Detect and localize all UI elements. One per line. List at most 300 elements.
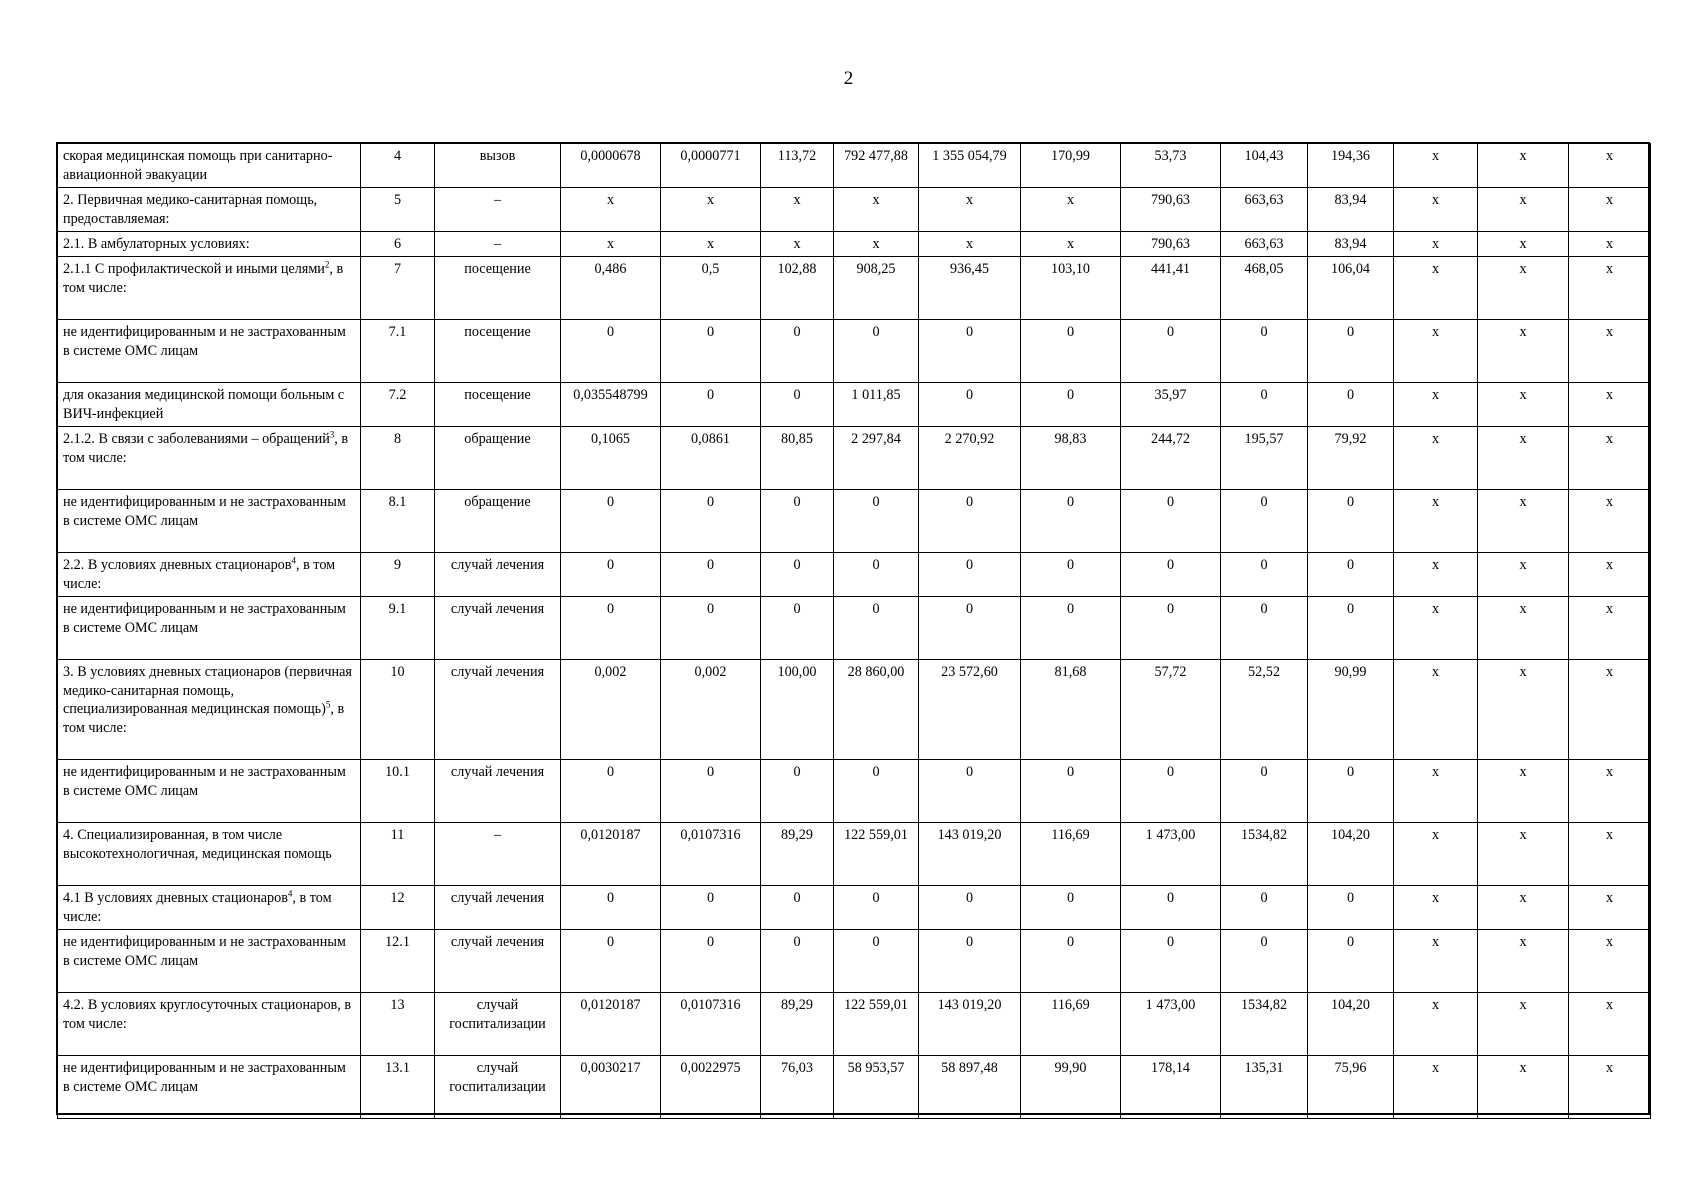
value-cell: 0,002 (561, 660, 661, 760)
value-cell: 0 (834, 760, 919, 823)
row-name: 2.1.2. В связи с заболеваниями – обращений (63, 431, 330, 447)
unit-cell: случай лечения (435, 760, 561, 823)
value-cell: х (1394, 823, 1478, 886)
unit-cell: посещение (435, 257, 561, 320)
value-cell: 100,00 (761, 660, 834, 760)
value-cell: 790,63 (1121, 232, 1221, 257)
value-cell: 80,85 (761, 427, 834, 490)
value-cell: 0 (1121, 886, 1221, 930)
row-number-cell: 12 (361, 886, 435, 930)
value-cell: х (1569, 144, 1651, 188)
row-number-cell: 9.1 (361, 597, 435, 660)
row-name: 4. Специализированная, в том числе высокотехнологичная, медицинская помощь (63, 827, 332, 862)
value-cell: х (1569, 320, 1651, 383)
value-cell: 81,68 (1021, 660, 1121, 760)
value-cell: х (1021, 188, 1121, 232)
table-row (58, 597, 1651, 660)
table-row (58, 427, 1651, 490)
value-cell: х (661, 188, 761, 232)
value-cell: 0 (561, 597, 661, 660)
row-name-suffix: , в том числе: (63, 701, 345, 736)
value-cell: х (1569, 427, 1651, 490)
value-cell: х (1569, 383, 1651, 427)
row-name: не идентифицированным и не застрахованным в системе ОМС лицам (63, 601, 346, 636)
value-cell: 89,29 (761, 993, 834, 1056)
row-number-cell: 12.1 (361, 930, 435, 993)
value-cell: х (1569, 930, 1651, 993)
value-cell: 0,0107316 (661, 823, 761, 886)
value-cell: 0 (1308, 597, 1394, 660)
row-name-suffix: , в том числе: (63, 431, 349, 466)
value-cell: 0 (919, 320, 1021, 383)
value-cell: 23 572,60 (919, 660, 1021, 760)
value-cell: х (1021, 232, 1121, 257)
value-cell: х (1394, 257, 1478, 320)
value-cell: х (661, 232, 761, 257)
value-cell: х (1478, 144, 1569, 188)
value-cell: 178,14 (1121, 1056, 1221, 1119)
row-name: 2.2. В условиях дневных стационаров (63, 557, 292, 573)
value-cell: 104,20 (1308, 993, 1394, 1056)
row-number-cell: 7.2 (361, 383, 435, 427)
unit-cell: – (435, 823, 561, 886)
value-cell: х (561, 188, 661, 232)
value-cell: 98,83 (1021, 427, 1121, 490)
value-cell: х (1394, 427, 1478, 490)
value-cell: 0 (1121, 930, 1221, 993)
row-number-cell: 10.1 (361, 760, 435, 823)
value-cell: х (1569, 993, 1651, 1056)
data-table (57, 143, 1651, 1119)
table-row (58, 886, 1651, 930)
value-cell: 0 (1021, 886, 1121, 930)
value-cell: х (1569, 1056, 1651, 1119)
value-cell: х (1478, 660, 1569, 760)
value-cell: 102,88 (761, 257, 834, 320)
value-cell: 0 (834, 930, 919, 993)
row-name-cell (58, 257, 361, 320)
value-cell: х (1394, 188, 1478, 232)
value-cell: х (1394, 383, 1478, 427)
value-cell: х (1478, 823, 1569, 886)
value-cell: х (1394, 553, 1478, 597)
value-cell: х (1569, 760, 1651, 823)
value-cell: 0,0107316 (661, 993, 761, 1056)
value-cell: х (761, 188, 834, 232)
value-cell: 106,04 (1308, 257, 1394, 320)
value-cell: 0 (1308, 320, 1394, 383)
table-row (58, 1056, 1651, 1119)
value-cell: 99,90 (1021, 1056, 1121, 1119)
row-name-cell (58, 232, 361, 257)
value-cell: 0 (661, 930, 761, 993)
value-cell: 83,94 (1308, 232, 1394, 257)
row-name-cell (58, 1056, 361, 1119)
value-cell: 1534,82 (1221, 993, 1308, 1056)
value-cell: 0 (919, 553, 1021, 597)
row-number-cell: 8 (361, 427, 435, 490)
value-cell: 35,97 (1121, 383, 1221, 427)
unit-cell: посещение (435, 320, 561, 383)
value-cell: 0 (919, 597, 1021, 660)
value-cell: х (1478, 597, 1569, 660)
row-name: 3. В условиях дневных стационаров (первичная медико-санитарная помощь, специализированная медицинская помощь) (63, 664, 352, 717)
value-cell: х (1394, 930, 1478, 993)
value-cell: 0 (761, 886, 834, 930)
value-cell: х (1394, 320, 1478, 383)
value-cell: х (1478, 188, 1569, 232)
value-cell: 0 (1308, 930, 1394, 993)
table-row (58, 320, 1651, 383)
unit-cell: случай лечения (435, 930, 561, 993)
footnote-ref: 5 (325, 699, 331, 710)
row-number-cell: 8.1 (361, 490, 435, 553)
unit-cell: случай лечения (435, 886, 561, 930)
table-row (58, 188, 1651, 232)
value-cell: 0 (1021, 760, 1121, 823)
row-number-cell: 7 (361, 257, 435, 320)
value-cell: 0 (661, 886, 761, 930)
value-cell: 0 (761, 490, 834, 553)
row-number-cell: 4 (361, 144, 435, 188)
value-cell: 0,1065 (561, 427, 661, 490)
row-name-cell (58, 188, 361, 232)
row-number-cell: 9 (361, 553, 435, 597)
value-cell: 0 (1221, 320, 1308, 383)
table-row (58, 144, 1651, 188)
value-cell: 89,29 (761, 823, 834, 886)
row-number-cell: 13 (361, 993, 435, 1056)
value-cell: х (1478, 383, 1569, 427)
row-name: 2.1.1 С профилактической и иными целями (63, 261, 325, 277)
row-number-cell: 5 (361, 188, 435, 232)
value-cell: 58 897,48 (919, 1056, 1021, 1119)
row-name-suffix: , в том числе: (63, 890, 332, 925)
value-cell: 0 (1021, 597, 1121, 660)
value-cell: 0 (661, 320, 761, 383)
value-cell: х (834, 232, 919, 257)
row-name: не идентифицированным и не застрахованным в системе ОМС лицам (63, 764, 346, 799)
row-name-cell (58, 320, 361, 383)
value-cell: 79,92 (1308, 427, 1394, 490)
footnote-ref: 2 (324, 259, 330, 270)
value-cell: х (1478, 760, 1569, 823)
value-cell: 0 (561, 930, 661, 993)
value-cell: х (1394, 490, 1478, 553)
page-number: 2 (843, 68, 854, 89)
value-cell: 936,45 (919, 257, 1021, 320)
value-cell: х (1569, 490, 1651, 553)
row-name-suffix: , в том числе: (63, 261, 344, 296)
row-name-cell (58, 427, 361, 490)
value-cell: х (1478, 257, 1569, 320)
row-name: для оказания медицинской помощи больным с ВИЧ-инфекцией (63, 387, 345, 422)
value-cell: 0,0022975 (661, 1056, 761, 1119)
row-name-cell (58, 383, 361, 427)
value-cell: 116,69 (1021, 823, 1121, 886)
value-cell: х (834, 188, 919, 232)
value-cell: 57,72 (1121, 660, 1221, 760)
row-name-cell (58, 597, 361, 660)
value-cell: х (1478, 886, 1569, 930)
value-cell: х (1569, 188, 1651, 232)
row-name: не идентифицированным и не застрахованным в системе ОМС лицам (63, 324, 346, 359)
unit-cell: обращение (435, 427, 561, 490)
value-cell: 468,05 (1221, 257, 1308, 320)
value-cell: 0 (1221, 383, 1308, 427)
value-cell: 0,0000678 (561, 144, 661, 188)
value-cell: 0 (919, 760, 1021, 823)
row-name: не идентифицированным и не застрахованным в системе ОМС лицам (63, 494, 346, 529)
row-name-suffix: в том числе: (63, 997, 352, 1032)
row-name: 4.2. В условиях круглосуточных стационаров, (63, 997, 341, 1013)
unit-cell: случай лечения (435, 660, 561, 760)
row-name-cell (58, 144, 361, 188)
table-row (58, 930, 1651, 993)
value-cell: х (1394, 144, 1478, 188)
value-cell: 143 019,20 (919, 993, 1021, 1056)
value-cell: х (1478, 490, 1569, 553)
value-cell: 0,002 (661, 660, 761, 760)
value-cell: х (1394, 993, 1478, 1056)
value-cell: х (1478, 553, 1569, 597)
unit-cell: случай лечения (435, 597, 561, 660)
value-cell: х (1569, 886, 1651, 930)
value-cell: х (1394, 886, 1478, 930)
row-name-suffix: , в том числе: (63, 557, 336, 592)
value-cell: 0,0120187 (561, 993, 661, 1056)
value-cell: 2 270,92 (919, 427, 1021, 490)
row-name: 4.1 В условиях дневных стационаров (63, 890, 288, 906)
value-cell: х (1394, 660, 1478, 760)
value-cell: 0 (1308, 490, 1394, 553)
value-cell: х (1569, 597, 1651, 660)
table-row (58, 993, 1651, 1056)
value-cell: 0 (761, 760, 834, 823)
value-cell: 0 (761, 597, 834, 660)
unit-cell: – (435, 232, 561, 257)
row-name: 2.1. В амбулаторных условиях: (63, 236, 250, 252)
value-cell: 0,5 (661, 257, 761, 320)
value-cell: 0 (1121, 553, 1221, 597)
value-cell: 0 (919, 490, 1021, 553)
value-cell: 0 (761, 930, 834, 993)
value-cell: 792 477,88 (834, 144, 919, 188)
row-name-cell (58, 553, 361, 597)
unit-cell: случай госпитализации (435, 1056, 561, 1119)
value-cell: 0,0861 (661, 427, 761, 490)
row-number-cell: 10 (361, 660, 435, 760)
value-cell: 0,0000771 (661, 144, 761, 188)
unit-cell: вызов (435, 144, 561, 188)
value-cell: 0 (661, 760, 761, 823)
row-name-cell (58, 886, 361, 930)
value-cell: 0 (761, 320, 834, 383)
value-cell: х (1569, 660, 1651, 760)
value-cell: х (1478, 232, 1569, 257)
row-name-cell (58, 823, 361, 886)
value-cell: 0 (1121, 597, 1221, 660)
value-cell: 0,035548799 (561, 383, 661, 427)
value-cell: 0 (1021, 383, 1121, 427)
value-cell: 0 (1021, 930, 1121, 993)
value-cell: х (561, 232, 661, 257)
value-cell: 1 355 054,79 (919, 144, 1021, 188)
value-cell: х (1478, 427, 1569, 490)
row-name-cell (58, 930, 361, 993)
table-row (58, 660, 1651, 760)
value-cell: 0,0120187 (561, 823, 661, 886)
value-cell: 0 (1221, 886, 1308, 930)
table-row (58, 383, 1651, 427)
value-cell: 116,69 (1021, 993, 1121, 1056)
table-row (58, 823, 1651, 886)
value-cell: 0 (834, 490, 919, 553)
value-cell: 195,57 (1221, 427, 1308, 490)
value-cell: 0 (661, 383, 761, 427)
value-cell: 122 559,01 (834, 993, 919, 1056)
row-name-cell (58, 760, 361, 823)
value-cell: х (1394, 760, 1478, 823)
value-cell: х (1394, 1056, 1478, 1119)
value-cell: 1534,82 (1221, 823, 1308, 886)
value-cell: 103,10 (1021, 257, 1121, 320)
value-cell: х (1478, 930, 1569, 993)
value-cell: 0 (834, 320, 919, 383)
value-cell: 0 (1221, 490, 1308, 553)
row-name: 2. Первичная медико-санитарная помощь, предоставляемая: (63, 192, 318, 227)
value-cell: 104,20 (1308, 823, 1394, 886)
value-cell: х (1394, 232, 1478, 257)
value-cell: х (919, 232, 1021, 257)
value-cell: 194,36 (1308, 144, 1394, 188)
value-cell: 0 (1021, 553, 1121, 597)
value-cell: 0 (661, 597, 761, 660)
value-cell: 122 559,01 (834, 823, 919, 886)
value-cell: 0 (561, 886, 661, 930)
value-cell: 1 473,00 (1121, 993, 1221, 1056)
value-cell: 0 (561, 490, 661, 553)
value-cell: 0,0030217 (561, 1056, 661, 1119)
value-cell: 790,63 (1121, 188, 1221, 232)
value-cell: 135,31 (1221, 1056, 1308, 1119)
table-row (58, 760, 1651, 823)
value-cell: 244,72 (1121, 427, 1221, 490)
value-cell: 28 860,00 (834, 660, 919, 760)
value-cell: 0 (1021, 320, 1121, 383)
unit-cell: посещение (435, 383, 561, 427)
value-cell: 0 (1308, 760, 1394, 823)
value-cell: х (1394, 597, 1478, 660)
value-cell: 53,73 (1121, 144, 1221, 188)
row-name-cell (58, 660, 361, 760)
value-cell: 0 (561, 320, 661, 383)
row-name: не идентифицированным и не застрахованным в системе ОМС лицам (63, 1060, 346, 1095)
value-cell: х (1569, 257, 1651, 320)
value-cell: х (1478, 993, 1569, 1056)
value-cell: 143 019,20 (919, 823, 1021, 886)
table-row (58, 257, 1651, 320)
value-cell: 0 (1308, 886, 1394, 930)
table-row (58, 490, 1651, 553)
row-name: скорая медицинская помощь при санитарно-авиационной эвакуации (63, 148, 333, 183)
value-cell: 113,72 (761, 144, 834, 188)
table-row (58, 232, 1651, 257)
value-cell: 0 (1121, 490, 1221, 553)
value-cell: 0 (1221, 760, 1308, 823)
unit-cell: – (435, 188, 561, 232)
value-cell: 104,43 (1221, 144, 1308, 188)
value-cell: х (761, 232, 834, 257)
value-cell: 0 (919, 383, 1021, 427)
row-name: не идентифицированным и не застрахованным в системе ОМС лицам (63, 934, 346, 969)
value-cell: х (919, 188, 1021, 232)
value-cell: х (1569, 232, 1651, 257)
value-cell: х (1569, 553, 1651, 597)
value-cell: 0 (919, 886, 1021, 930)
value-cell: х (1569, 823, 1651, 886)
row-name-cell (58, 490, 361, 553)
value-cell: 0 (1121, 760, 1221, 823)
footnote-ref: 4 (291, 555, 296, 566)
value-cell: 0 (1121, 320, 1221, 383)
value-cell: 52,52 (1221, 660, 1308, 760)
row-number-cell: 6 (361, 232, 435, 257)
value-cell: 58 953,57 (834, 1056, 919, 1119)
value-cell: 0 (561, 553, 661, 597)
value-cell: 0 (761, 383, 834, 427)
unit-cell: обращение (435, 490, 561, 553)
row-number-cell: 11 (361, 823, 435, 886)
table-row (58, 553, 1651, 597)
value-cell: 0 (1308, 383, 1394, 427)
row-number-cell: 7.1 (361, 320, 435, 383)
value-cell: 0 (834, 886, 919, 930)
value-cell: 441,41 (1121, 257, 1221, 320)
value-cell: 0 (834, 597, 919, 660)
value-cell: 1 473,00 (1121, 823, 1221, 886)
unit-cell: случай лечения (435, 553, 561, 597)
value-cell: 2 297,84 (834, 427, 919, 490)
value-cell: 0 (1221, 930, 1308, 993)
value-cell: 90,99 (1308, 660, 1394, 760)
value-cell: 0 (834, 553, 919, 597)
value-cell: 0 (661, 490, 761, 553)
value-cell: 0 (761, 553, 834, 597)
value-cell: 83,94 (1308, 188, 1394, 232)
value-cell: 663,63 (1221, 232, 1308, 257)
unit-cell: случай госпитализации (435, 993, 561, 1056)
value-cell: 0 (561, 760, 661, 823)
footnote-ref: 4 (287, 888, 293, 899)
value-cell: 0 (661, 553, 761, 597)
value-cell: 0 (1221, 553, 1308, 597)
value-cell: 170,99 (1021, 144, 1121, 188)
value-cell: х (1478, 1056, 1569, 1119)
value-cell: 75,96 (1308, 1056, 1394, 1119)
value-cell: 663,63 (1221, 188, 1308, 232)
value-cell: 0,486 (561, 257, 661, 320)
row-name-cell (58, 993, 361, 1056)
row-number-cell: 13.1 (361, 1056, 435, 1119)
value-cell: 76,03 (761, 1056, 834, 1119)
value-cell: 0 (919, 930, 1021, 993)
value-cell: 908,25 (834, 257, 919, 320)
value-cell: х (1478, 320, 1569, 383)
value-cell: 0 (1221, 597, 1308, 660)
value-cell: 0 (1021, 490, 1121, 553)
footnote-ref: 3 (329, 429, 335, 440)
